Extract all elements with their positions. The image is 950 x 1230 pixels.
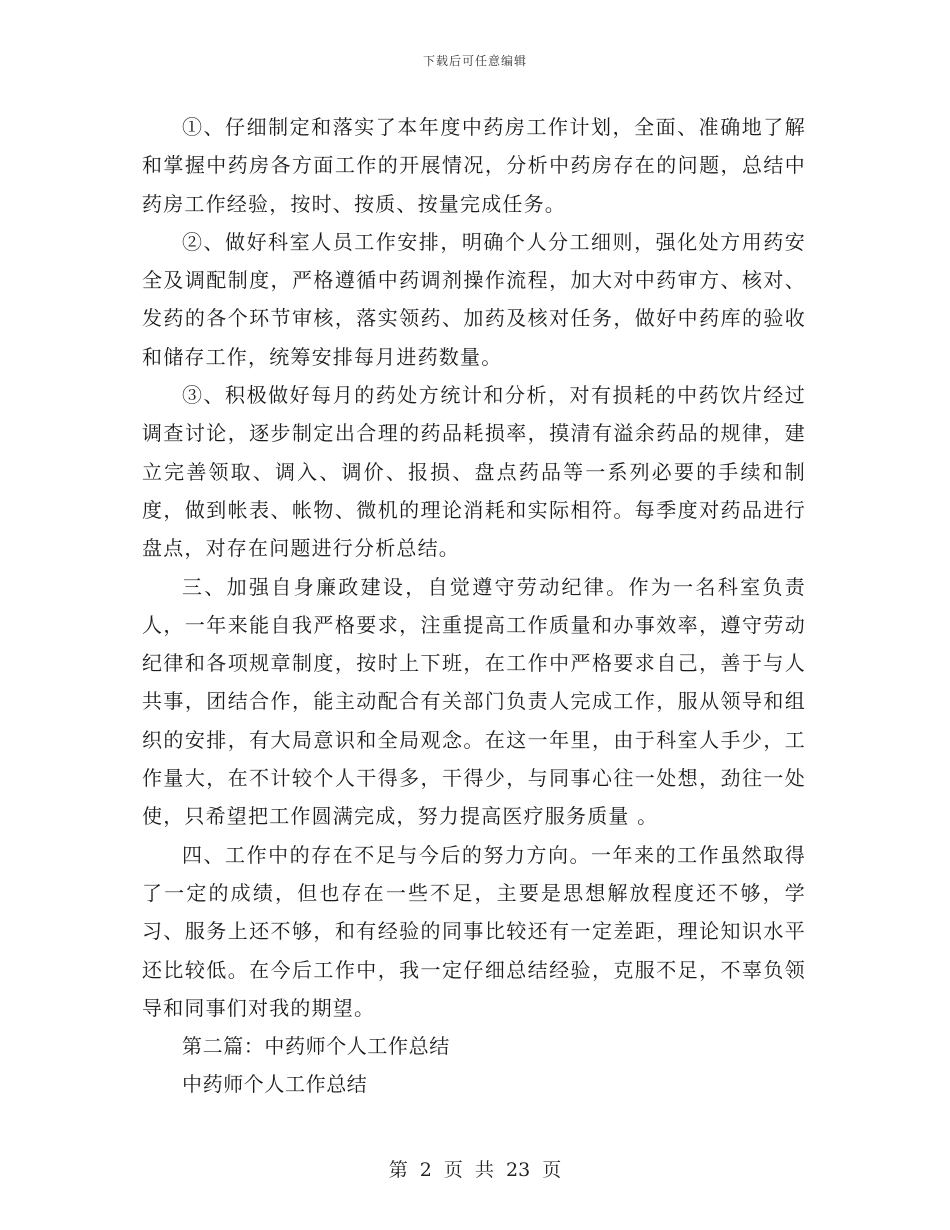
page-header: 下载后可任意编辑 — [422, 54, 527, 68]
paragraph-item-2: ②、做好科室人员工作安排，明确个人分工细则，强化处方用药安全及调配制度，严格遵循中药调剂操作流程，加大对中药审方、核对、发药的各个环节审核，落实领药、加药及核对任务，做好中药库的验收和储存工作，统筹安排每月进药数量。 — [142, 229, 806, 369]
paragraph-item-3: ③、积极做好每月的药处方统计和分析，对有损耗的中药饮片经过调查讨论，逐步制定出合理的药品耗损率，摸清有溢余药品的规律，建立完善领取、调入、调价、报损、盘点药品等一系列必要的手续和制度，做到帐表、帐物、微机的理论消耗和实际相符。每季度对药品进行盘点，对存在问题进行分析总结。 — [142, 383, 806, 561]
document-body — [142, 108, 806, 1104]
paragraph-section-four: 四、工作中的存在不足与今后的努力方向。一年来的工作虽然取得了一定的成绩，但也存在一些不足，主要是思想解放程度还不够，学习、服务上还不够，和有经验的同事比较还有一定差距，理论知识水平还比较低。在今后工作中，我一定仔细总结经验，克服不足，不辜负领导和同事们对我的期望。 — [142, 842, 806, 1020]
page-number-footer: 第 2 页 共 23 页 — [388, 1159, 562, 1181]
section-heading-part-two: 第二篇：中药师个人工作总结 — [182, 1034, 450, 1059]
section-subtitle: 中药师个人工作总结 — [182, 1072, 368, 1097]
paragraph-item-1: ①、仔细制定和落实了本年度中药房工作计划，全面、准确地了解和掌握中药房各方面工作的开展情况，分析中药房存在的问题，总结中药房工作经验，按时、按质、按量完成任务。 — [142, 115, 806, 216]
paragraph-section-three: 三、加强自身廉政建设，自觉遵守劳动纪律。作为一名科室负责人，一年来能自我严格要求，注重提高工作质量和办事效率，遵守劳动纪律和各项规章制度，按时上下班，在工作中严格要求自己，善于与人共事，团结合作，能主动配合有关部门负责人完成工作，服从领导和组织的安排，有大局意识和全局观念。在这一年里，由于科室人手少，工作量大，在不计较个人干得多，干得少，与同事心往一处想，劲往一处使，只希望把工作圆满完成，努力提高医疗服务质量 。 — [142, 574, 806, 829]
